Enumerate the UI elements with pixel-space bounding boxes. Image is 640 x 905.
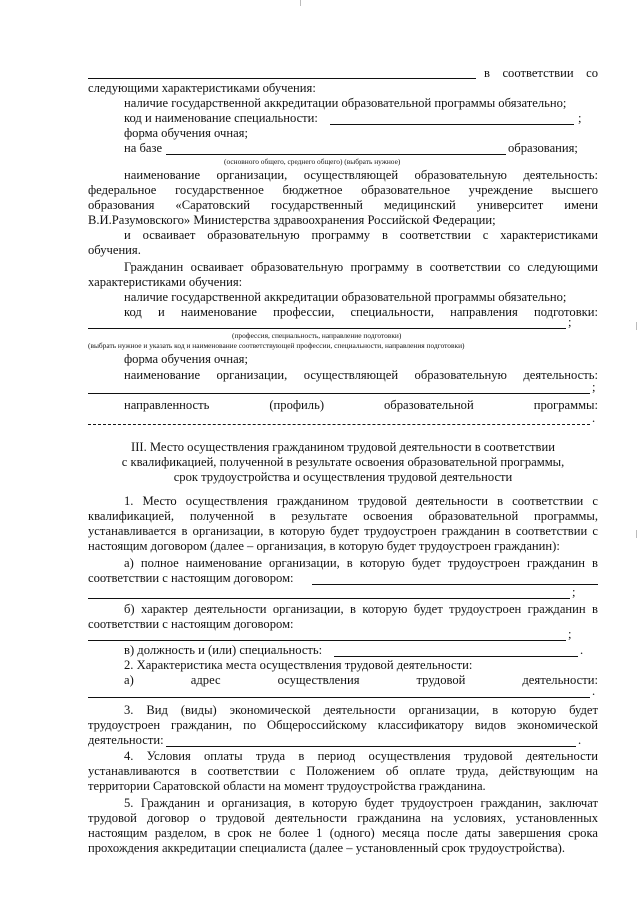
text-line: а) адрес осуществления трудовой деятельности: [124, 673, 598, 687]
text-line: Гражданин осваивает образовательную программу в соответствии со следующими [124, 260, 598, 274]
text-line: федеральное государственное бюджетное образовательное учреждение высшего [88, 183, 598, 197]
scan-mark [636, 530, 637, 538]
scan-mark [300, 0, 301, 6]
text-line: а) полное наименование организации, в которую будет трудоустроен гражданин в [124, 556, 598, 570]
position-field[interactable] [334, 656, 578, 657]
text-line: квалификацией, полученной в результате освоения образовательной программы, [88, 509, 598, 523]
text-line: наличие государственной аккредитации образовательной программы обязательно; [124, 290, 567, 304]
text-line: 4. Условия оплаты труда в период осуществления трудовой деятельности [124, 749, 598, 763]
text-line: наименование организации, осуществляющей образовательную деятельность: [124, 368, 598, 382]
activity-field[interactable] [88, 640, 566, 641]
text-line: образования «Саратовский государственный медицинский университет имени [88, 198, 598, 212]
education-base-field[interactable] [166, 154, 506, 155]
text-line: ; [592, 380, 596, 394]
text-line: на базе [124, 141, 163, 155]
blank-line [88, 78, 476, 79]
text-line: наименование организации, осуществляющей образовательную деятельность: [124, 168, 598, 182]
text-line: код и наименование специальности: [124, 111, 318, 125]
text-line: характеристиками обучения: [88, 275, 243, 289]
text-line: направленность (профиль) образовательной программы: [124, 398, 598, 412]
field-note: (основного общего, среднего общего) (выбрать нужное) [224, 157, 401, 166]
text-line: в соответствии со [484, 66, 598, 80]
text-line: . [592, 684, 596, 698]
text-line: ; [568, 315, 572, 329]
text-line: ; [568, 627, 572, 641]
section-heading: срок трудоустройства и осуществления трудовой деятельности [173, 470, 513, 484]
text-line: наличие государственной аккредитации образовательной программы обязательно; [124, 96, 567, 110]
profession-field[interactable] [88, 328, 566, 329]
text-line: б) характер деятельности организации, в которую будет трудоустроен гражданин в [124, 602, 598, 616]
text-line: 2. Характеристика места осуществления трудовой деятельности: [124, 658, 473, 672]
text-line: форма обучения очная; [124, 352, 248, 366]
section-heading: III. Место осуществления гражданином трудовой деятельности в соответствии [131, 440, 555, 454]
economic-activity-field[interactable] [166, 746, 576, 747]
text-line: прохождения аккредитации специалиста (далее – установленный срок трудоустройства). [88, 841, 566, 855]
text-line: трудовой договор о трудовой деятельности гражданина на условиях, установленных [88, 811, 598, 825]
text-line: 1. Место осуществления гражданином трудовой деятельности в соответствии с [124, 494, 598, 508]
text-line: обучения. [88, 243, 141, 257]
text-line: устанавливаются в соответствии с Положением об оплате труда, действующим на [88, 764, 598, 778]
text-line: деятельности: [88, 733, 164, 747]
text-line: В.И.Разумовского» Министерства здравоохранения Российской Федерации; [88, 213, 496, 227]
program-focus-field[interactable] [88, 424, 590, 425]
specialty-field[interactable] [330, 124, 574, 125]
text-line: трудоустроен гражданин, по Общероссийскому классификатору видов экономической [88, 718, 598, 732]
text-line: образования; [508, 141, 578, 155]
scan-mark [636, 322, 637, 330]
text-line: настоящим договором (далее – организация, в которую будет трудоустроен гражданин): [88, 539, 560, 553]
field-note: (выбрать нужное и указать код и наименование соответствующей профессии, специальности, направления подготовки) [88, 341, 465, 350]
field-note: (профессия, специальность, направление подготовки) [232, 331, 402, 340]
text-line: и осваивает образовательную программу в соответствии с характеристиками [124, 228, 598, 242]
text-line: . [578, 733, 582, 747]
org-name-field-continued[interactable] [88, 598, 570, 599]
text-line: ; [578, 111, 582, 125]
text-line: 5. Гражданин и организация, в которую будет трудоустроен гражданин, заключат [124, 796, 598, 810]
section-heading: с квалификацией, полученной в результате освоения образовательной программы, [121, 455, 565, 469]
text-line: . [580, 643, 584, 657]
org-name-field[interactable] [312, 584, 598, 585]
text-line: 3. Вид (виды) экономической деятельности организации, в которую будет [124, 703, 598, 717]
text-line: ; [572, 585, 576, 599]
text-line: территории Саратовской области на момент трудоустройства гражданина. [88, 779, 486, 793]
text-line: настоящим разделом, в срок не более 1 (одного) месяца после даты завершения срока [88, 826, 598, 840]
text-line: устанавливается в организации, в которую будет трудоустроен гражданин в соответствии с [88, 524, 598, 538]
organization-field[interactable] [88, 393, 590, 394]
text-line: соответствии с настоящим договором: [88, 571, 294, 585]
address-field[interactable] [88, 697, 590, 698]
text-line: соответствии с настоящим договором: [88, 617, 294, 631]
text-line: . [592, 411, 596, 425]
text-line: в) должность и (или) специальность: [124, 643, 323, 657]
text-line: следующими характеристиками обучения: [88, 81, 316, 95]
text-line: форма обучения очная; [124, 126, 248, 140]
text-line: код и наименование профессии, специальности, направления подготовки: [124, 305, 598, 319]
